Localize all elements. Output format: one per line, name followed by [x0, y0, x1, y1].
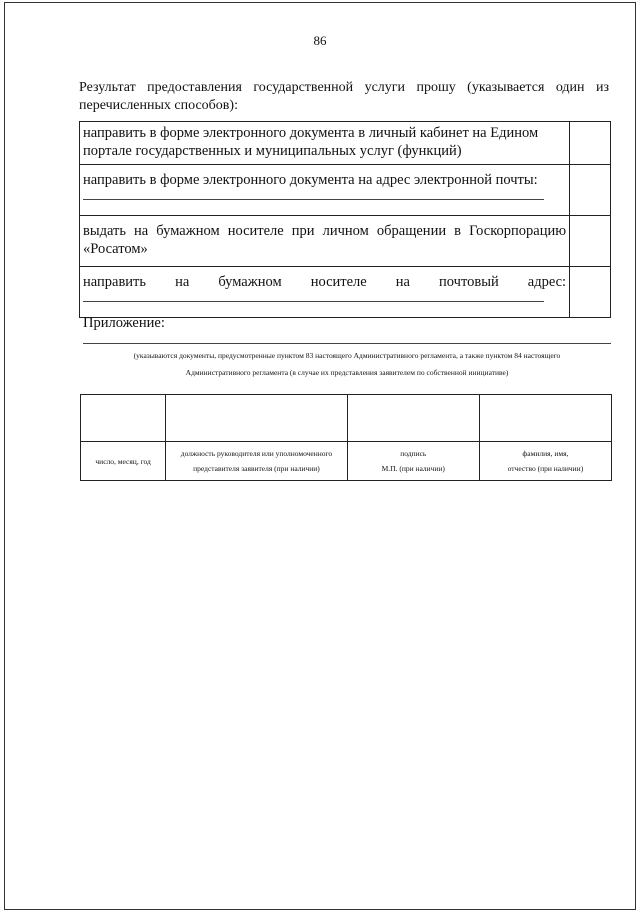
- intro-text: Результат предоставления государственной услуги прошу (указывается один из перечисленных способов):: [79, 80, 609, 113]
- option-row: [80, 216, 611, 267]
- signature-field[interactable]: [347, 395, 479, 442]
- signature-caption-row: [81, 442, 612, 481]
- date-caption: число, месяц, год: [81, 442, 166, 481]
- option-label: направить на бумажном носителе на почтовый адрес:: [80, 267, 570, 318]
- signature-table: [80, 394, 612, 481]
- full-name-caption: фамилия, имя, отчество (при наличии): [479, 442, 611, 481]
- appendix-label: Приложение:: [83, 315, 165, 331]
- option-checkbox[interactable]: [570, 165, 611, 216]
- option-label: направить в форме электронного документа на адрес электронной почты:: [80, 165, 570, 216]
- option-row: [80, 165, 611, 216]
- full-name-field[interactable]: [479, 395, 611, 442]
- option-checkbox[interactable]: [570, 267, 611, 318]
- appendix-note: (указываются документы, предусмотренные пунктом 83 настоящего Административного регламента, а также пунктом 84 настоящего Административного регламента (в случае их представления заявителем по собственной инициативе): [133, 351, 561, 377]
- appendix-fill-line[interactable]: [83, 343, 611, 344]
- page-number: 86: [313, 33, 327, 48]
- option-checkbox[interactable]: [570, 122, 611, 165]
- signature-blank-row: [81, 395, 612, 442]
- option-label: выдать на бумажном носителе при личном обращении в Госкорпорацию «Росатом»: [80, 216, 570, 267]
- document-page: [4, 2, 636, 910]
- option-row: [80, 267, 611, 318]
- position-field[interactable]: [166, 395, 347, 442]
- email-fill-line[interactable]: [83, 189, 544, 200]
- result-options-table: [79, 121, 611, 318]
- option-checkbox[interactable]: [570, 216, 611, 267]
- postal-address-fill-line[interactable]: [83, 291, 544, 302]
- date-field[interactable]: [81, 395, 166, 442]
- option-label: направить в форме электронного документа в личный кабинет на Едином портале государственных и муниципальных услуг (функций): [80, 122, 570, 165]
- signature-caption: подпись М.П. (при наличии): [347, 442, 479, 481]
- option-row: [80, 122, 611, 165]
- position-caption: должность руководителя или уполномоченного представителя заявителя (при наличии): [166, 442, 347, 481]
